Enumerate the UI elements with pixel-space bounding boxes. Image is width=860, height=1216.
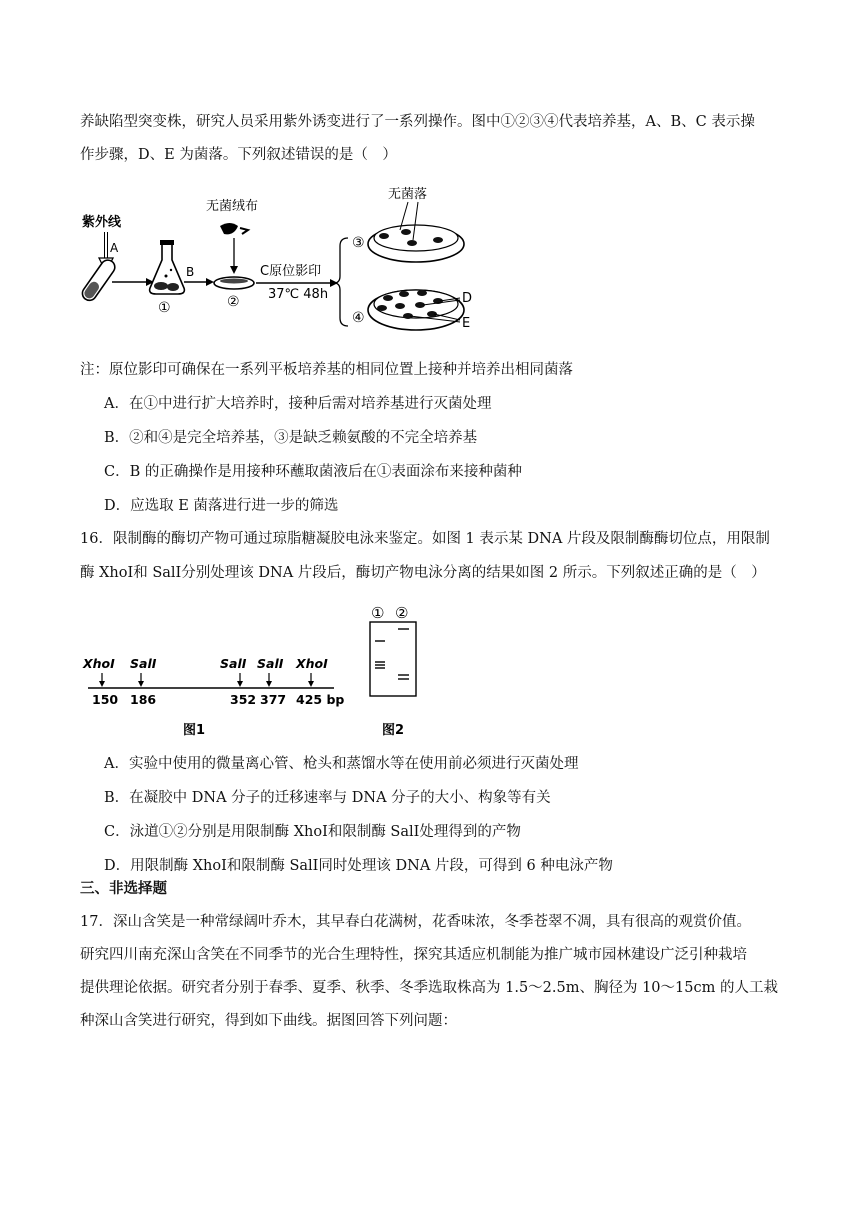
- q17-line-3: 提供理论依据。研究者分别于春季、夏季、秋季、冬季选取株高为 1.5～2.5m、胸径为 10～15cm 的人工栽: [80, 980, 778, 996]
- gel-frame: [370, 622, 416, 696]
- position-425: 425 bp: [296, 692, 345, 707]
- position-352: 352: [230, 692, 257, 707]
- step-c-label: C原位影印: [260, 264, 322, 279]
- q16-option-a[interactable]: A．实验中使用的微量离心管、枪头和蒸馏水等在使用前必须进行灭菌处理: [104, 756, 579, 772]
- section-3-heading: 三、非选择题: [80, 880, 167, 897]
- q16-option-d[interactable]: D．用限制酶 XhoⅠ和限制酶 SalⅠ同时处理该 DNA 片段，可得到 6 种电泳产物: [104, 858, 613, 874]
- site-label-sal-3: SalⅠ: [257, 656, 284, 671]
- q17-line-4: 种深山含笑进行研究，得到如下曲线。据图回答下列问题：: [80, 1013, 457, 1029]
- velvet-stamp-icon: [220, 223, 248, 234]
- q15-option-c[interactable]: C．B 的正确操作是用接种环蘸取菌液后在①表面涂布来接种菌种: [104, 464, 522, 480]
- site-label-sal-1: SalⅠ: [130, 656, 157, 671]
- site-label-xho-1: XhoⅠ: [83, 656, 115, 671]
- label-1: ①: [158, 300, 171, 316]
- q15-stem-line-1: 养缺陷型突变株，研究人员采用紫外诱变进行了一系列操作。图中①②③④代表培养基，A、B、C 表示操: [80, 114, 755, 130]
- test-tube-icon: [80, 257, 118, 303]
- no-colony-label: 无菌落: [388, 187, 428, 202]
- q15-stem-line-2: 作步骤，D、E 为菌落。下列叙述错误的是（ ）: [80, 147, 397, 163]
- q17-line-2: 研究四川南充深山含笑在不同季节的光合生理特性，探究其适应机制能为推广城市园林建设广泛引种栽培: [80, 947, 747, 963]
- q16-stem-line-1: 16．限制酶的酶切产物可通过琼脂糖凝胶电泳来鉴定。如图 1 表示某 DNA 片段及限制酶酶切位点，用限制: [80, 531, 770, 547]
- q17-line-1: 17．深山含笑是一种常绿阔叶乔木，其早春白花满树，花香味浓，冬季苍翠不凋，具有很高的观赏价值。: [80, 914, 751, 930]
- colony-d-label: D: [462, 291, 473, 306]
- label-3: ③: [352, 235, 365, 251]
- site-label-xho-2: XhoⅠ: [296, 656, 328, 671]
- position-186: 186: [130, 692, 157, 707]
- q15-option-a[interactable]: A．在①中进行扩大培养时，接种后需对培养基进行灭菌处理: [104, 396, 492, 412]
- uv-label: 紫外线: [82, 215, 122, 230]
- flask-icon: [150, 240, 185, 294]
- velvet-label: 无菌绒布: [206, 199, 259, 214]
- colony-e-label: E: [462, 316, 471, 331]
- lane-2-label: ②: [395, 604, 409, 622]
- petri-dish-4-icon: [368, 290, 464, 330]
- q15-option-b[interactable]: B．②和④是完全培养基，③是缺乏赖氨酸的不完全培养基: [104, 430, 478, 446]
- q16-option-c[interactable]: C．泳道①②分别是用限制酶 XhoⅠ和限制酶 SalⅠ处理得到的产物: [104, 824, 521, 840]
- petri-dish-3-icon: [368, 225, 464, 262]
- q16-stem-line-2: 酶 XhoⅠ和 SalⅠ分别处理该 DNA 片段后，酶切产物电泳分离的结果如图 2 所示。下列叙述正确的是（ ）: [80, 565, 766, 581]
- q15-note: 注：原位影印可确保在一系列平板培养基的相同位置上接种并培养出相同菌落: [80, 362, 573, 378]
- figure-2-caption: 图2: [382, 723, 405, 738]
- culture-condition: 37℃ 48h: [268, 287, 329, 302]
- position-377: 377: [260, 692, 287, 707]
- q15-uv-mutagenesis-figure: [70, 180, 490, 335]
- position-150: 150: [92, 692, 119, 707]
- q16-figure-2-gel: [362, 602, 432, 742]
- q15-option-d[interactable]: D．应选取 E 菌落进行进一步的筛选: [104, 498, 339, 514]
- step-b-label: B: [186, 265, 195, 279]
- petri-dish-2-icon: [214, 277, 254, 289]
- q16-figure-1-restriction-map: [80, 650, 350, 742]
- q16-option-b[interactable]: B．在凝胶中 DNA 分子的迁移速率与 DNA 分子的大小、构象等有关: [104, 790, 551, 806]
- step-a-label: A: [110, 241, 119, 255]
- lane-1-label: ①: [371, 604, 385, 622]
- label-2: ②: [227, 294, 240, 310]
- label-4: ④: [352, 310, 365, 326]
- site-label-sal-2: SalⅠ: [220, 656, 247, 671]
- figure-1-caption: 图1: [183, 723, 206, 738]
